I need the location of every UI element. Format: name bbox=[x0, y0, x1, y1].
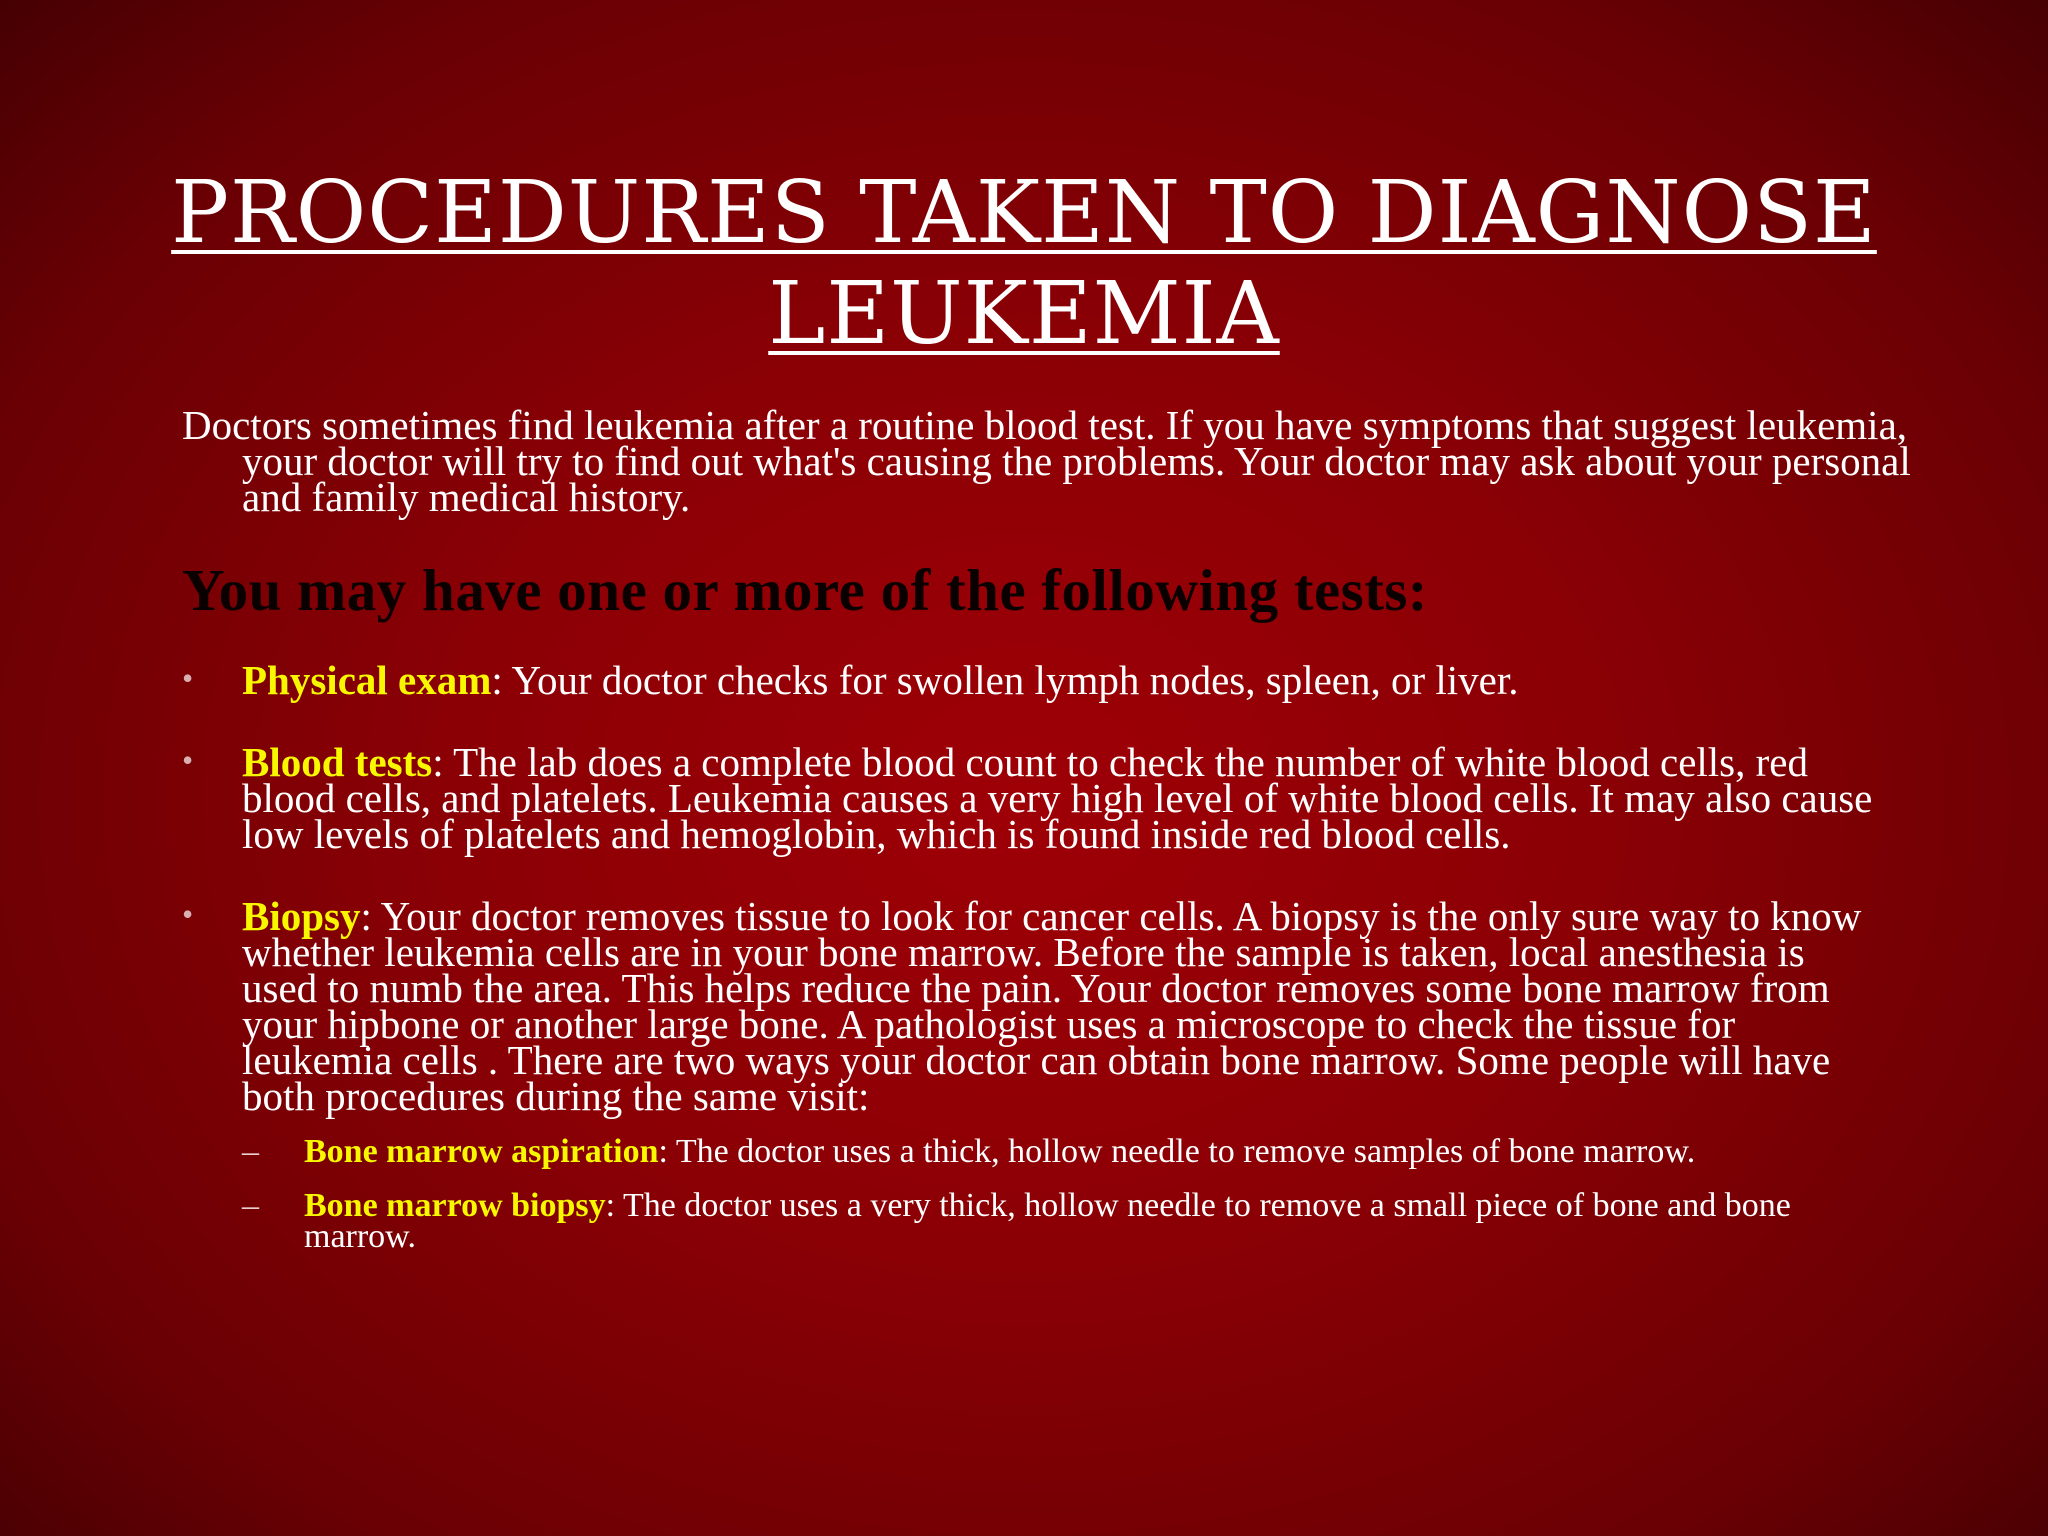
item-text: : Your doctor removes tissue to look for cancer cells. A biopsy is the only sure way to know whether leukemia cells are in your bone marrow. Before the sample is taken, local anesthesia is used to numb the area. This helps reduce the pain. Your doctor removes some bone marrow from your hipbone or another large bone. A pathologist uses a microscope to check the tissue for leukemia cells . There are two ways your doctor can obtain bone marrow. Some people will have both procedures during the same visit: bbox=[242, 893, 1862, 1119]
bullet-icon: • bbox=[182, 896, 194, 932]
subitem-key: Bone marrow aspiration bbox=[304, 1133, 659, 1170]
item-key: Blood tests bbox=[242, 739, 433, 785]
tests-subheading: You may have one or more of the following tests: bbox=[182, 557, 1428, 623]
list-item-physical-exam bbox=[182, 657, 1882, 703]
intro-paragraph: Doctors sometimes find leukemia after a routine blood test. If you have symptoms that suggest leukemia, your doctor will try to find out what's causing the problems. Your doctor may ask about your personal and family medical history. bbox=[182, 402, 1911, 520]
item-text: : Your doctor checks for swollen lymph nodes, spleen, or liver. bbox=[491, 657, 1519, 703]
bullet-icon: • bbox=[182, 742, 194, 778]
bullet-icon: • bbox=[182, 660, 194, 696]
list-item-blood-tests bbox=[182, 739, 1882, 857]
dash-icon: – bbox=[242, 1133, 259, 1170]
subitem-text: : The doctor uses a very thick, hollow needle to remove a small piece of bone and bone marrow. bbox=[304, 1187, 1791, 1255]
title-line-2: LEUKEMIA bbox=[768, 264, 1280, 364]
item-key: Biopsy bbox=[242, 893, 361, 939]
title-line-1: PROCEDURES TAKEN TO DIAGNOSE bbox=[171, 163, 1877, 263]
sublist-item-aspiration bbox=[242, 1133, 1882, 1170]
dash-icon: – bbox=[242, 1187, 259, 1224]
item-key: Physical exam bbox=[242, 657, 492, 703]
tests-list bbox=[182, 657, 1882, 1298]
biopsy-sublist bbox=[242, 1133, 1882, 1255]
subitem-text: : The doctor uses a thick, hollow needle to remove samples of bone marrow. bbox=[658, 1133, 1696, 1170]
sublist-item-biopsy bbox=[242, 1187, 1882, 1255]
slide-title bbox=[0, 163, 2048, 365]
item-text: : The lab does a complete blood count to check the number of white blood cells, red blood cells, and platelets. Leukemia causes a very high level of white blood cells. It may also cause low levels of platelets and hemoglobin, which is found inside red blood cells. bbox=[242, 739, 1873, 857]
subitem-key: Bone marrow biopsy bbox=[304, 1187, 606, 1224]
list-item-biopsy bbox=[182, 893, 1882, 1255]
